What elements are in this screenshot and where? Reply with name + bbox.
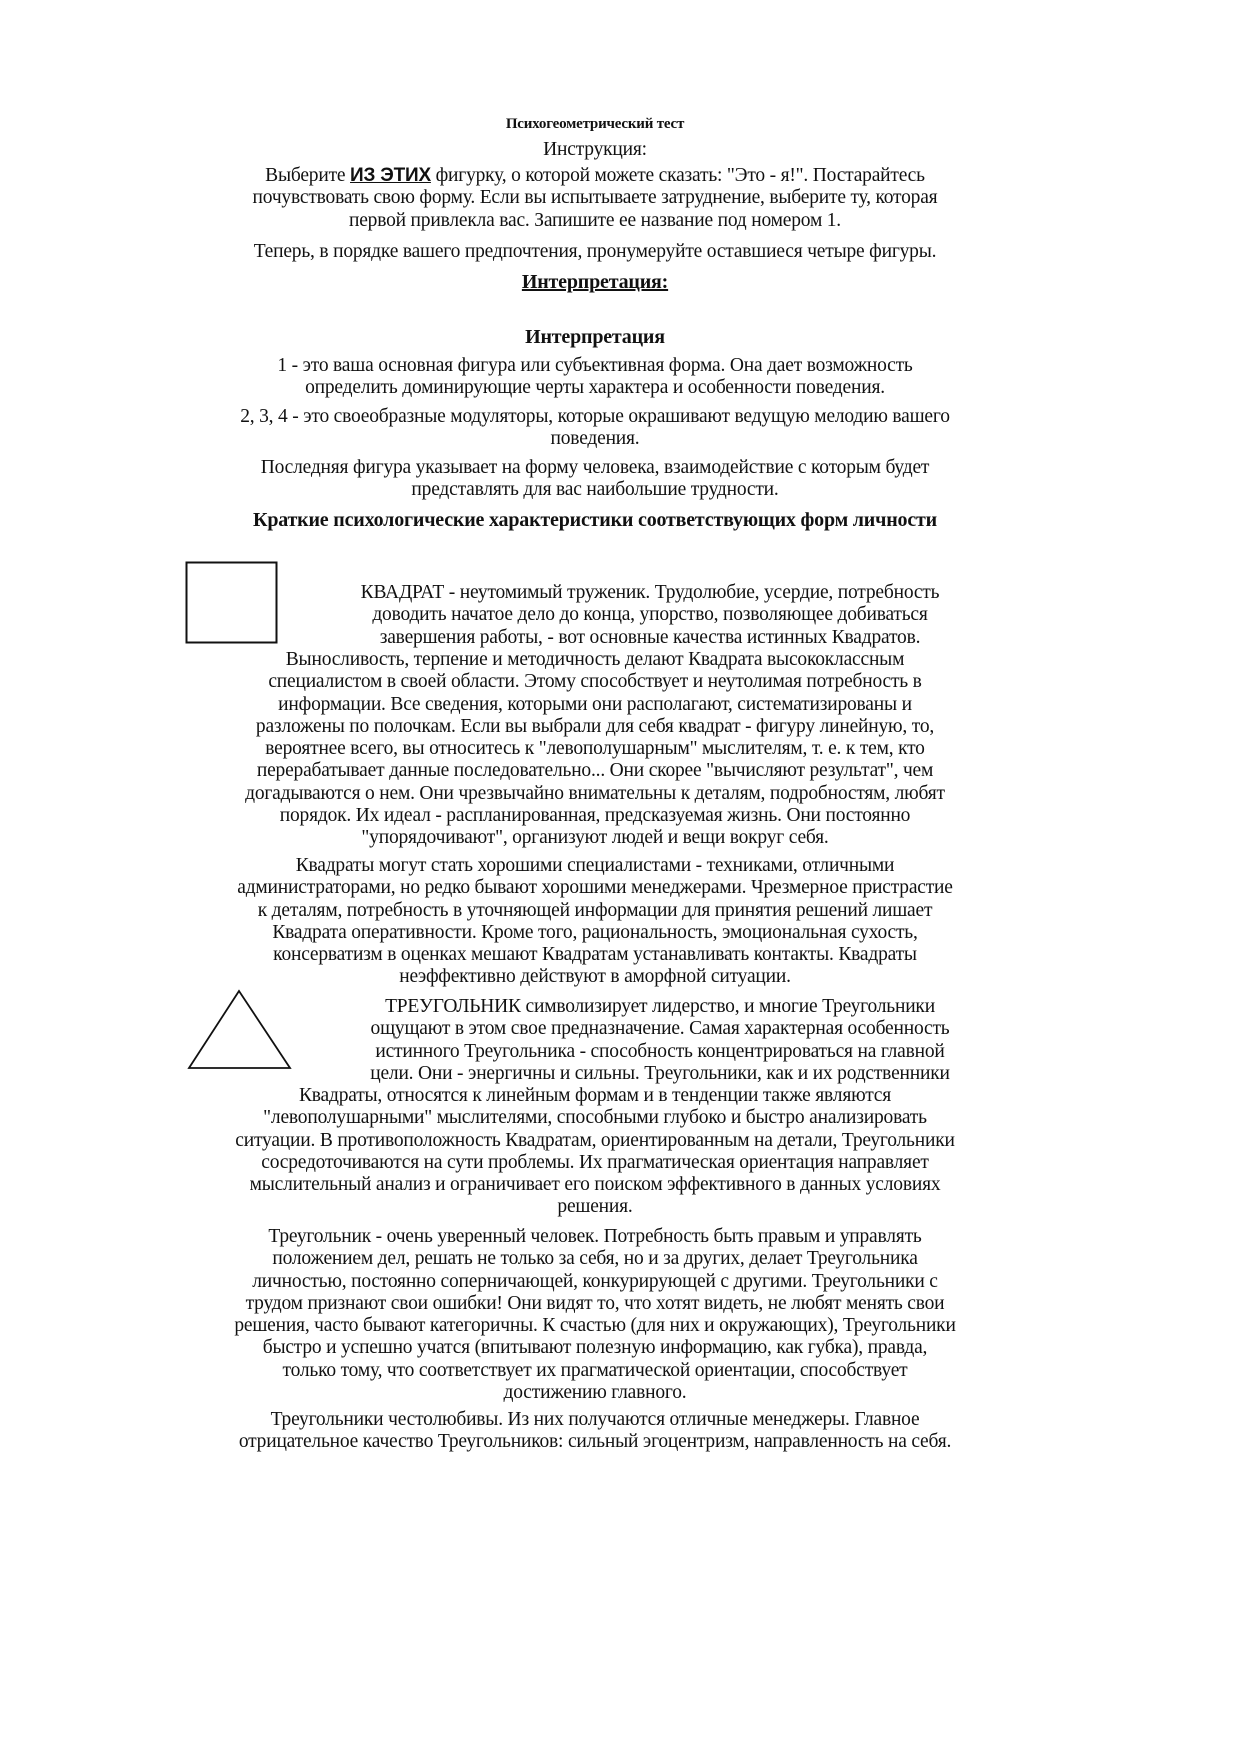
square-paragraph-1 (185, 649, 1005, 850)
text-line: завершения работы, - вот основные качества истинных Квадратов. (379, 626, 921, 648)
text-line: "левополушарными" мыслителями, способными глубоко и быстро анализировать (263, 1107, 927, 1129)
text-line: личностью, постоянно соперничающей, конкурирующей с другими. Треугольники с (252, 1270, 938, 1292)
text-line: только тому, что соответствует их прагматической ориентации, способствует (282, 1359, 908, 1381)
triangle-paragraph-intro (310, 996, 1010, 1085)
text-line: Квадрата оперативности. Кроме того, рациональность, эмоциональная сухость, (272, 921, 918, 943)
text-line: Выносливость, терпение и методичность делают Квадрата высококлассным (285, 649, 905, 670)
text-line: администраторами, но редко бывают хорошими менеджерами. Чрезмерное пристрастие (237, 877, 953, 899)
text-line: сосредоточиваются на сути проблемы. Их прагматическая ориентация направляет (261, 1151, 929, 1173)
interpretation-paragraph-2 (185, 406, 1005, 451)
text-line: ощущают в этом свое предназначение. Самая характерная особенность (370, 1018, 950, 1040)
instruction-text: фигурку, о которой можете сказать: "Это - я!". Постарайтесь (430, 165, 925, 186)
triangle-paragraph-2 (185, 1226, 1005, 1404)
text-line: вероятнее всего, вы относитесь к "левополушарным" мыслителям, т. е. к тем, кто (265, 738, 925, 760)
text-line: КВАДРАТ - неутомимый труженик. Трудолюбие, усердие, потребность (360, 582, 940, 603)
text-line: ТРЕУГОЛЬНИК символизирует лидерство, и многие Треугольники (385, 996, 935, 1017)
text-line: положением дел, решать не только за себя, но и за других, делает Треугольника (272, 1248, 918, 1270)
text-line: Теперь, в порядке вашего предпочтения, пронумеруйте оставшиеся четыре фигуры. (253, 241, 937, 262)
text-line: Квадраты могут стать хорошими специалистами - техниками, отличными (295, 855, 895, 876)
text-line: 1 - это ваша основная фигура или субъективная форма. Она дает возможность (277, 355, 913, 376)
text-line: достижению главного. (503, 1382, 687, 1404)
text-line: неэффективно действуют в аморфной ситуации. (399, 966, 791, 988)
instruction-heading: Инструкция: (543, 139, 647, 160)
text-line: к деталям, потребность в уточняющей информации для принятия решений лишает (257, 899, 933, 921)
instruction-text: Выберите (265, 165, 351, 186)
text-line: истинного Треугольника - способность концентрироваться на главной (375, 1040, 945, 1062)
text-line: порядок. Их идеал - распланированная, предсказуемая жизнь. Они постоянно (279, 805, 911, 827)
text-line: Треугольник - очень уверенный человек. Потребность быть правым и управлять (268, 1226, 922, 1247)
square-figure-icon (185, 561, 279, 645)
text-line: трудом признают свои ошибки! Они видят то, что хотят видеть, не любят менять свои (245, 1292, 945, 1314)
text-line: первой привлекла вас. Запишите ее название под номером 1. (348, 209, 841, 231)
interpretation-heading-underlined: Интерпретация: (521, 271, 669, 293)
text-line: определить доминирующие черты характера и особенности поведения. (305, 377, 885, 399)
text-line: специалистом в своей области. Этому способствует и неутолимая потребность в (268, 671, 922, 693)
text-line: разложены по полочкам. Если вы выбрали для себя квадрат - фигуру линейную, то, (255, 715, 935, 737)
text-line: информации. Все сведения, которыми они располагают, систематизированы и (278, 693, 912, 715)
triangle-paragraph-3 (185, 1409, 1005, 1454)
instruction-paragraph-2 (185, 241, 1005, 263)
text-line: почувствовать свою форму. Если вы испытываете затруднение, выберите ту, которая (252, 187, 938, 209)
text-line: представлять для вас наибольшие трудности. (411, 479, 779, 501)
text-line: перерабатывает данные последовательно... Они скорее "вычисляют результат", чем (256, 760, 934, 782)
interpretation-heading: Интерпретация (525, 326, 665, 348)
text-line: "упорядочивают", организуют людей и вещи вокруг себя. (361, 827, 829, 849)
text-line: ситуации. В противоположность Квадратам, ориентированным на детали, Треугольники (235, 1129, 955, 1151)
characteristics-heading: Краткие психологические характеристики соответствующих форм личности (253, 509, 937, 531)
text-line: поведения. (550, 428, 640, 450)
triangle-figure-icon (186, 988, 294, 1072)
text-line: отрицательное качество Треугольников: сильный эгоцентризм, направленность на себя. (238, 1431, 952, 1453)
square-paragraph-intro (300, 582, 1000, 649)
interpretation-paragraph-3 (185, 457, 1005, 502)
text-line: быстро и успешно учатся (впитывают полезную информацию, как губка), правда, (262, 1337, 928, 1359)
text-line: решения. (557, 1196, 633, 1218)
text-line: решения, часто бывают категоричны. К счастью (для них и окружающих), Треугольники (234, 1315, 956, 1337)
triangle-paragraph-1 (185, 1085, 1005, 1219)
text-line: цели. Они - энергичны и сильны. Треугольники, как и их родственники (370, 1062, 950, 1084)
text-line: доводить начатое дело до конца, упорство, позволяющее добиваться (372, 604, 928, 626)
emphasis-text: ИЗ ЭТИХ (350, 165, 431, 186)
interpretation-paragraph-1 (185, 355, 1005, 400)
text-line: 2, 3, 4 - это своеобразные модуляторы, которые окрашивают ведущую мелодию вашего (240, 406, 950, 427)
text-line: Квадраты, относятся к линейным формам и в тенденции также являются (298, 1085, 892, 1106)
text-line: консерватизм в оценках мешают Квадратам устанавливать контакты. Квадраты (273, 944, 917, 966)
text-line: мыслительный анализ и ограничивает его поиском эффективного в данных условиях (249, 1174, 941, 1196)
square-paragraph-2 (185, 855, 1005, 989)
text-line: Треугольники честолюбивы. Из них получаются отличные менеджеры. Главное (270, 1409, 920, 1430)
document-title: Психогеометрический тест (505, 116, 685, 132)
text-line: Последняя фигура указывает на форму человека, взаимодействие с которым будет (260, 457, 930, 478)
instruction-paragraph (185, 165, 1005, 232)
text-line: догадываются о нем. Они чрезвычайно внимательны к деталям, подробностям, любят (245, 782, 945, 804)
